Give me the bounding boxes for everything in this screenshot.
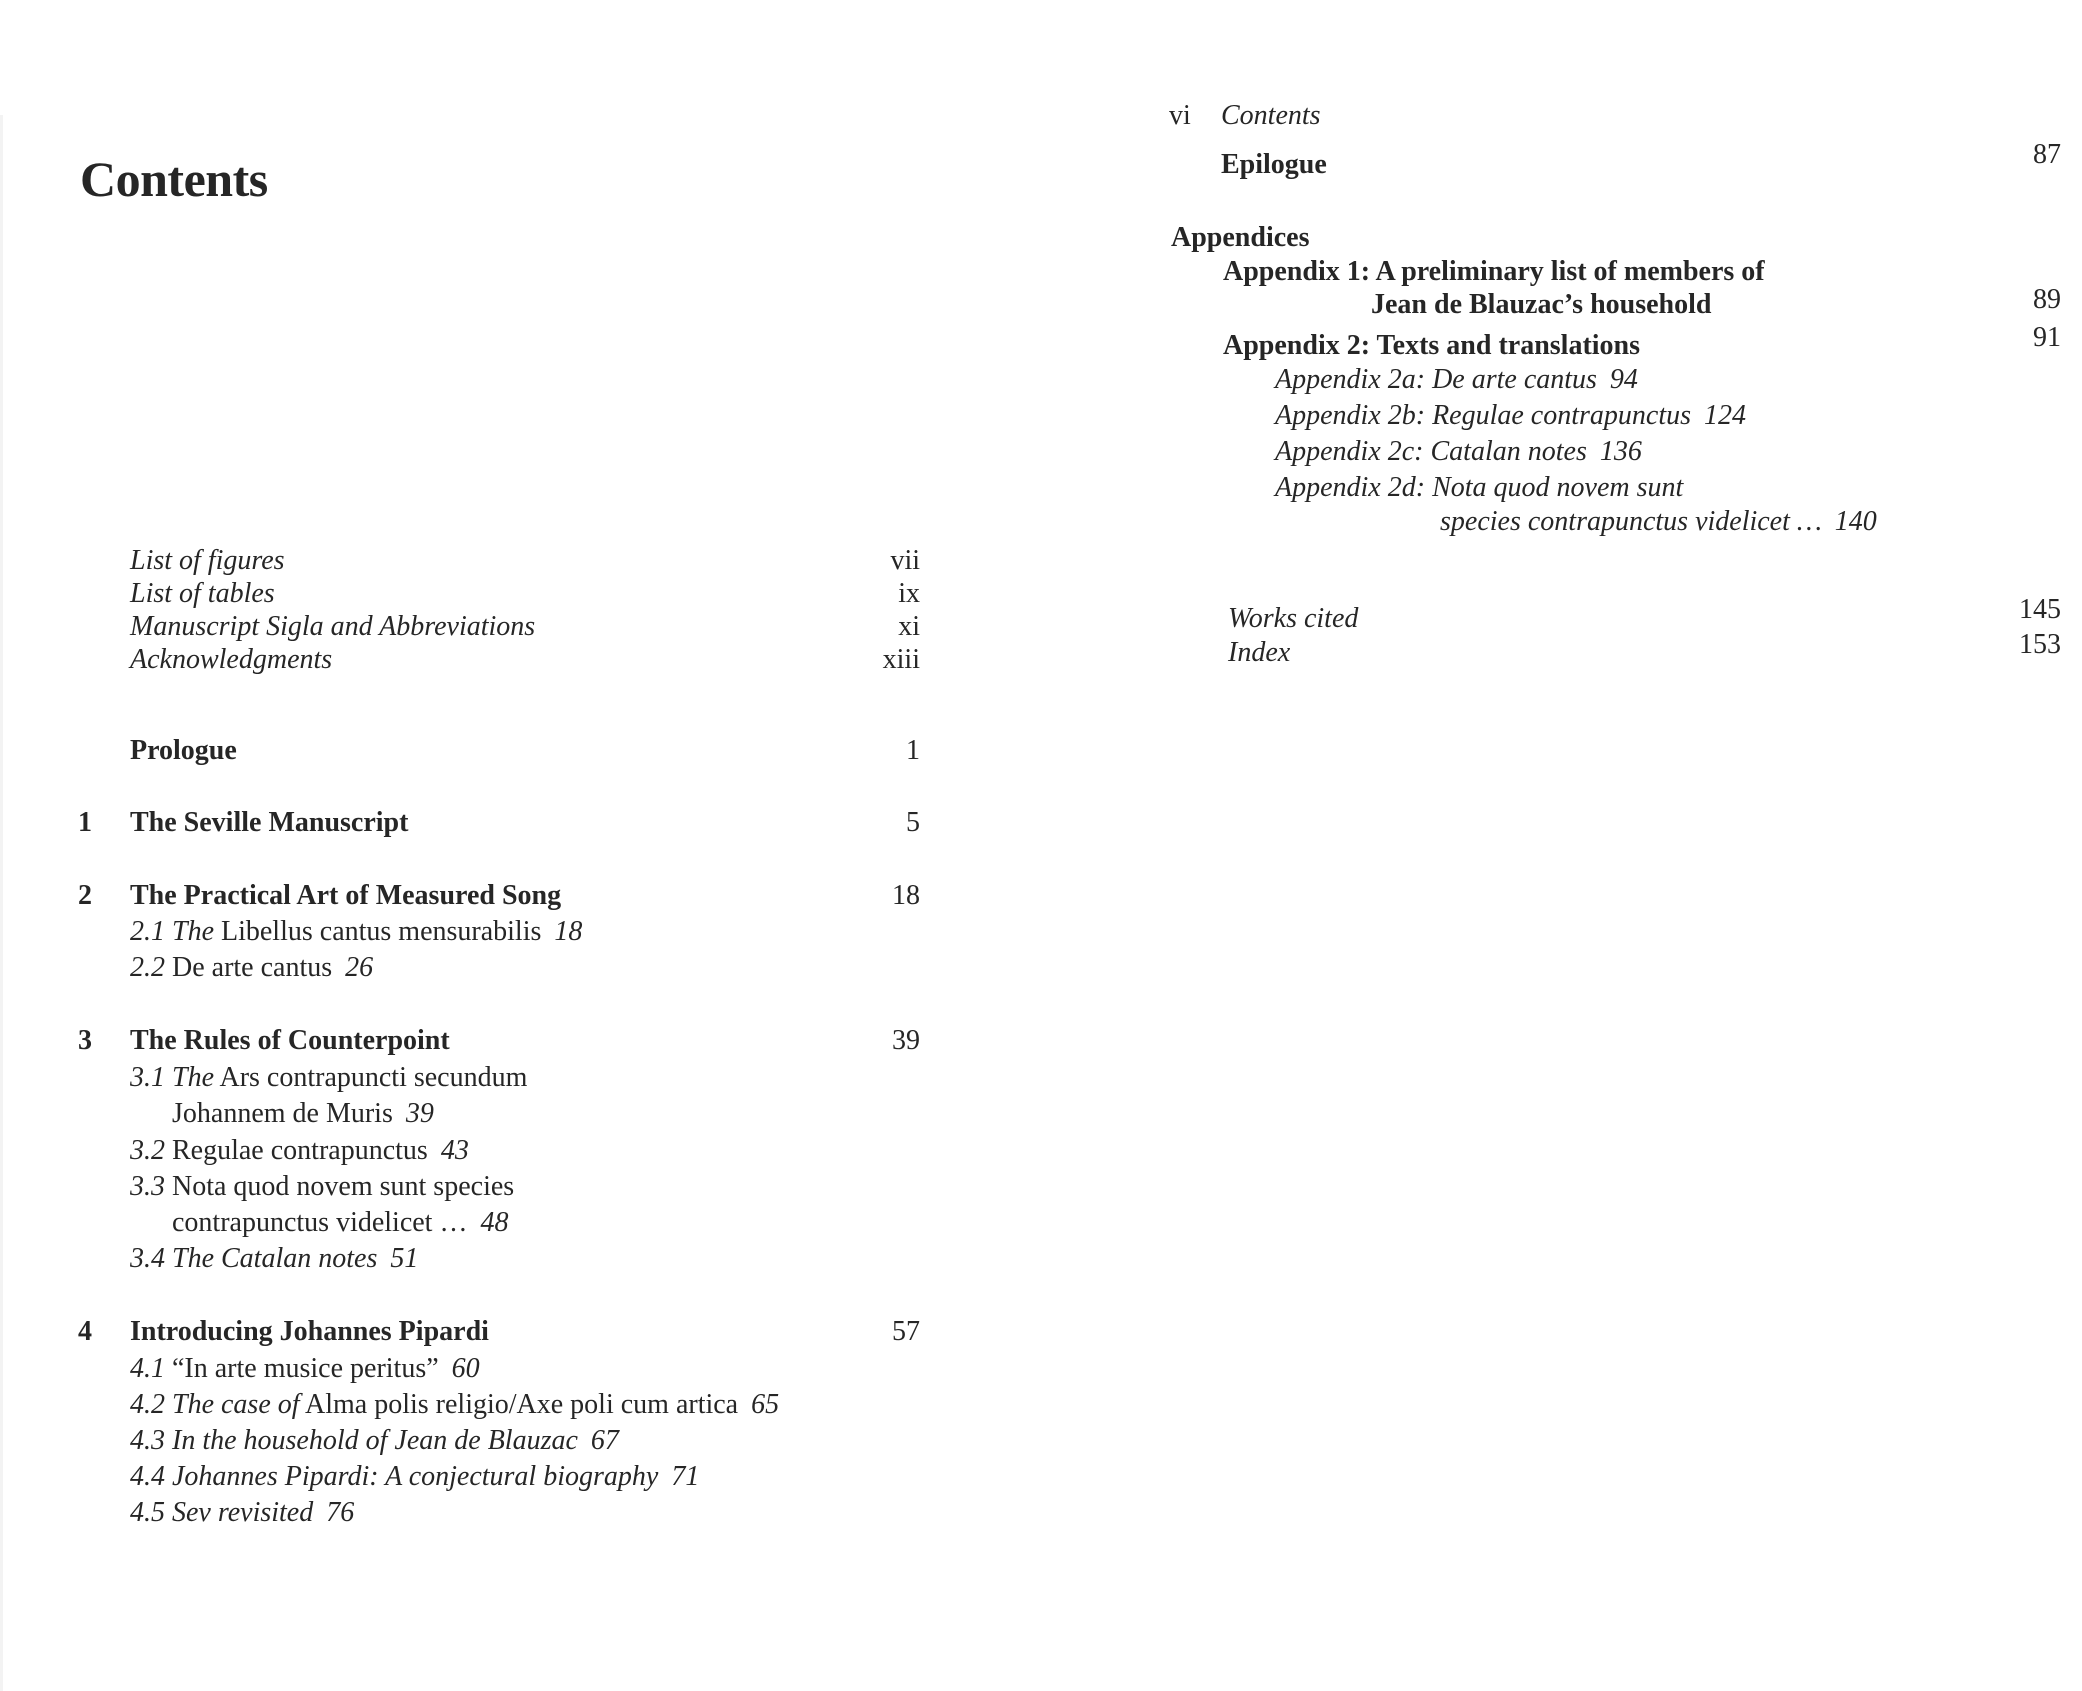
section-page: 71 <box>671 1461 700 1492</box>
section-entry <box>130 1351 480 1387</box>
section-entry-continued <box>172 1205 508 1241</box>
section-title: contrapunctus videlicet … <box>172 1207 468 1238</box>
section-page: 26 <box>345 952 374 983</box>
appendix-entry <box>1223 254 1765 290</box>
section-number: 3.1 <box>130 1062 165 1093</box>
appendix-sub-label: Appendix 2a: <box>1275 364 1426 395</box>
section-number: 4.2 <box>130 1389 165 1420</box>
section-entry <box>130 1169 514 1205</box>
chapter-number: 2 <box>78 880 92 911</box>
prologue-label: Prologue <box>130 735 237 766</box>
appendix-sub-entry <box>1275 470 1683 506</box>
section-title: Sev revisited <box>172 1497 314 1528</box>
section-number: 4.1 <box>130 1353 165 1384</box>
front-matter-page: xiii <box>882 644 920 675</box>
front-matter-label: Manuscript Sigla and Abbreviations <box>130 611 536 642</box>
front-matter-label: List of figures <box>130 545 285 576</box>
chapter-number: 3 <box>78 1025 92 1056</box>
appendix-sub-entry <box>1275 362 1638 398</box>
appendix-sub-page: 136 <box>1599 436 1642 467</box>
back-matter-label: Works cited <box>1228 603 1359 634</box>
appendix-entry <box>1223 328 1640 364</box>
section-number: 4.3 <box>130 1425 165 1456</box>
section-title: Nota quod novem sunt species <box>172 1171 515 1202</box>
section-title: The Catalan notes <box>172 1243 378 1274</box>
appendix-sub-page: 124 <box>1704 400 1747 431</box>
page-edge-shadow <box>0 115 3 1691</box>
chapter-title: The Rules of Counterpoint <box>130 1025 450 1056</box>
chapter-page: 57 <box>892 1316 920 1347</box>
section-prefix: The case of <box>172 1389 300 1420</box>
back-matter-label: Index <box>1228 637 1291 668</box>
chapter-number: 1 <box>78 807 92 838</box>
front-matter-page: vii <box>890 545 920 576</box>
prologue-page: 1 <box>906 735 920 766</box>
epilogue-label: Epilogue <box>1221 149 1327 180</box>
appendix-page: 89 <box>2033 284 2061 315</box>
appendix-label: Appendix 1: <box>1223 256 1371 287</box>
appendix-sub-title: De arte cantus <box>1432 364 1597 395</box>
appendix-sub-title: species contrapunctus videlicet … <box>1440 506 1822 537</box>
section-number: 3.2 <box>130 1135 165 1166</box>
section-entry-continued <box>172 1096 434 1132</box>
section-title: De arte cantus <box>172 952 333 983</box>
section-prefix: The <box>172 916 214 947</box>
section-page: 67 <box>590 1425 619 1456</box>
back-matter-page: 153 <box>2019 629 2061 660</box>
front-matter-page: xi <box>898 611 920 642</box>
chapter-title: The Practical Art of Measured Song <box>130 880 562 911</box>
appendices-heading: Appendices <box>1171 222 1310 253</box>
section-prefix: The <box>172 1062 214 1093</box>
front-matter-label: List of tables <box>130 578 275 609</box>
front-matter-page: ix <box>898 578 920 609</box>
chapter-page: 5 <box>906 807 920 838</box>
epilogue-page: 87 <box>2033 139 2061 170</box>
appendix-sub-title: Nota quod novem sunt <box>1432 472 1684 503</box>
front-matter-label: Acknowledgments <box>130 644 333 675</box>
section-title: Regulae contrapunctus <box>172 1135 428 1166</box>
section-number: 3.3 <box>130 1171 165 1202</box>
section-number: 4.5 <box>130 1497 165 1528</box>
appendix-title: A preliminary list of members of <box>1375 256 1765 287</box>
appendix-sub-entry-continued <box>1440 504 1877 540</box>
section-number: 3.4 <box>130 1243 165 1274</box>
section-title: Libellus cantus mensurabilis <box>221 916 542 947</box>
appendix-sub-title: Regulae contrapunctus <box>1432 400 1692 431</box>
section-entry <box>130 914 582 950</box>
section-page: 65 <box>751 1389 780 1420</box>
chapter-page: 39 <box>892 1025 920 1056</box>
section-page: 18 <box>554 916 583 947</box>
section-entry <box>130 1423 619 1459</box>
section-page: 51 <box>390 1243 419 1274</box>
back-matter-page: 145 <box>2019 594 2061 625</box>
page-title: Contents <box>80 151 268 207</box>
section-entry <box>130 1387 779 1423</box>
section-title: Johannes Pipardi: A conjectural biography <box>172 1461 659 1492</box>
chapter-title: The Seville Manuscript <box>130 807 409 838</box>
section-title: Johannem de Muris <box>172 1098 393 1129</box>
section-entry <box>130 1459 699 1495</box>
appendix-sub-label: Appendix 2b: <box>1275 400 1426 431</box>
section-title: Ars contrapuncti secundum <box>219 1062 528 1093</box>
appendix-sub-entry <box>1275 398 1746 434</box>
appendix-title-continued: Jean de Blauzac’s household <box>1371 289 1712 320</box>
section-entry <box>130 1060 527 1096</box>
right-page <box>1041 0 2082 1691</box>
section-entry <box>130 1133 469 1169</box>
appendix-sub-label: Appendix 2c: <box>1275 436 1424 467</box>
section-entry <box>130 1241 418 1277</box>
appendix-sub-page: 94 <box>1609 364 1638 395</box>
section-page: 60 <box>451 1353 480 1384</box>
appendix-label: Appendix 2: <box>1223 330 1371 361</box>
section-title: “In arte musice peritus” <box>172 1353 439 1384</box>
running-head-page-number: vi <box>1169 100 1191 131</box>
appendix-sub-entry <box>1275 434 1642 470</box>
appendix-page: 91 <box>2033 322 2061 353</box>
section-page: 39 <box>405 1098 434 1129</box>
chapter-title: Introducing Johannes Pipardi <box>130 1316 489 1347</box>
appendix-title: Texts and translations <box>1376 330 1641 361</box>
section-number: 2.1 <box>130 916 165 947</box>
appendix-sub-label: Appendix 2d: <box>1275 472 1426 503</box>
section-title: In the household of Jean de Blauzac <box>172 1425 578 1456</box>
section-number: 2.2 <box>130 952 165 983</box>
section-title: Alma polis religio/Axe poli cum artica <box>305 1389 739 1420</box>
section-page: 48 <box>480 1207 509 1238</box>
section-number: 4.4 <box>130 1461 165 1492</box>
running-head-label: Contents <box>1221 100 1321 131</box>
appendix-sub-page: 140 <box>1834 506 1877 537</box>
section-page: 76 <box>326 1497 355 1528</box>
section-entry <box>130 1495 354 1531</box>
appendix-sub-title: Catalan notes <box>1430 436 1587 467</box>
chapter-number: 4 <box>78 1316 92 1347</box>
section-entry <box>130 950 373 986</box>
section-page: 43 <box>440 1135 469 1166</box>
chapter-page: 18 <box>892 880 920 911</box>
